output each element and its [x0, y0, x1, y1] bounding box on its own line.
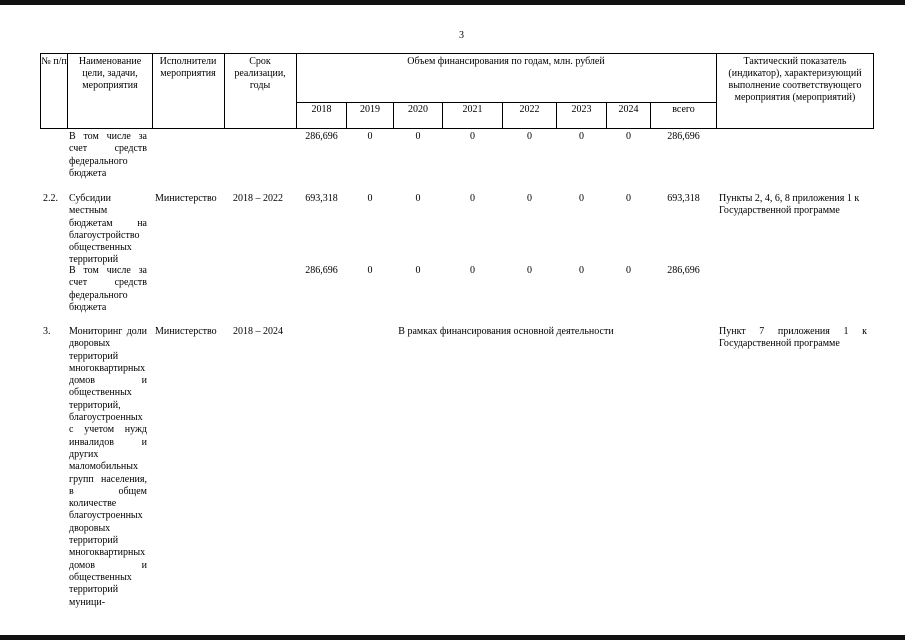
page-number: 3	[459, 30, 464, 41]
row-value: 0	[579, 193, 584, 204]
header-top-rule	[40, 53, 874, 54]
row-name: В том числе за счет средств федерального бюджета	[69, 131, 147, 179]
years-separator-rule	[296, 102, 716, 103]
row-value: 0	[579, 265, 584, 276]
header-year: 2018	[311, 104, 332, 115]
row-value: 0	[626, 265, 631, 276]
row-number: 3.	[43, 326, 51, 337]
row-term: 2018 – 2022	[233, 193, 283, 204]
row-total: 286,696	[667, 265, 700, 276]
scan-bottom-border	[0, 635, 905, 640]
row-name: Мониторинг доли дворовых территорий многоквартирных домов и общественных территорий, благоустроенных с учетом нужд инвалидов и других маломобильных групп населения, в общем количестве благоустроенных дворовых территорий многоквартирных домов и общественных территорий муници-	[69, 326, 147, 608]
row-value: 0	[415, 193, 421, 204]
header-year: 2019	[360, 104, 380, 115]
row-funding-note: В рамках финансирования основной деятельности	[398, 326, 614, 337]
row-total: 286,696	[667, 131, 700, 142]
row-indicator: Пункты 2, 4, 6, 8 приложения 1 к Государственной программе	[719, 193, 860, 217]
header-bottom-rule	[40, 128, 874, 129]
row-executor: Министерство	[155, 193, 217, 204]
row-value: 0	[626, 131, 631, 142]
row-value: 0	[527, 193, 532, 204]
header-col-indicator: Тактический показатель (индикатор), характеризующий выполнение соответствующего мероприятия (мероприятий)	[728, 56, 862, 103]
row-value: 0	[527, 265, 532, 276]
header-year: 2020	[408, 104, 428, 115]
row-value: 0	[470, 193, 475, 204]
header-col-funding: Объем финансирования по годам, млн. рублей	[407, 56, 605, 67]
header-col-term: Срок реализации, годы	[234, 56, 286, 91]
row-value: 693,318	[305, 193, 338, 204]
row-value: 286,696	[305, 131, 338, 142]
row-name: Субсидии местным бюджетам на благоустройство общественных территорий	[69, 193, 147, 266]
row-value: 0	[527, 131, 532, 142]
row-indicator: Пункт 7 приложения 1 к Государственной программе	[719, 326, 867, 350]
row-value: 0	[626, 193, 631, 204]
row-total: 693,318	[667, 193, 700, 204]
row-term: 2018 – 2024	[233, 326, 283, 337]
header-year: 2023	[571, 104, 592, 115]
header-col-name: Наименование цели, задачи, мероприятия	[78, 56, 142, 91]
row-value: 286,696	[305, 265, 338, 276]
header-total: всего	[672, 104, 695, 115]
header-year: 2024	[618, 104, 639, 115]
header-year: 2021	[462, 104, 483, 115]
row-value: 0	[470, 131, 475, 142]
row-value: 0	[367, 131, 373, 142]
row-value: 0	[470, 265, 475, 276]
row-value: 0	[415, 265, 421, 276]
row-name: В том числе за счет средств федерального бюджета	[69, 265, 147, 313]
row-value: 0	[367, 193, 373, 204]
header-col-executors: Исполнители мероприятия	[159, 56, 217, 79]
row-executor: Министерство	[155, 326, 217, 337]
table-header	[40, 53, 874, 129]
scan-top-border	[0, 0, 905, 5]
row-number: 2.2.	[43, 193, 58, 204]
header-col-number: № п/п	[41, 56, 67, 67]
row-value: 0	[415, 131, 421, 142]
row-value: 0	[579, 131, 584, 142]
header-year: 2022	[519, 104, 540, 115]
row-value: 0	[367, 265, 373, 276]
